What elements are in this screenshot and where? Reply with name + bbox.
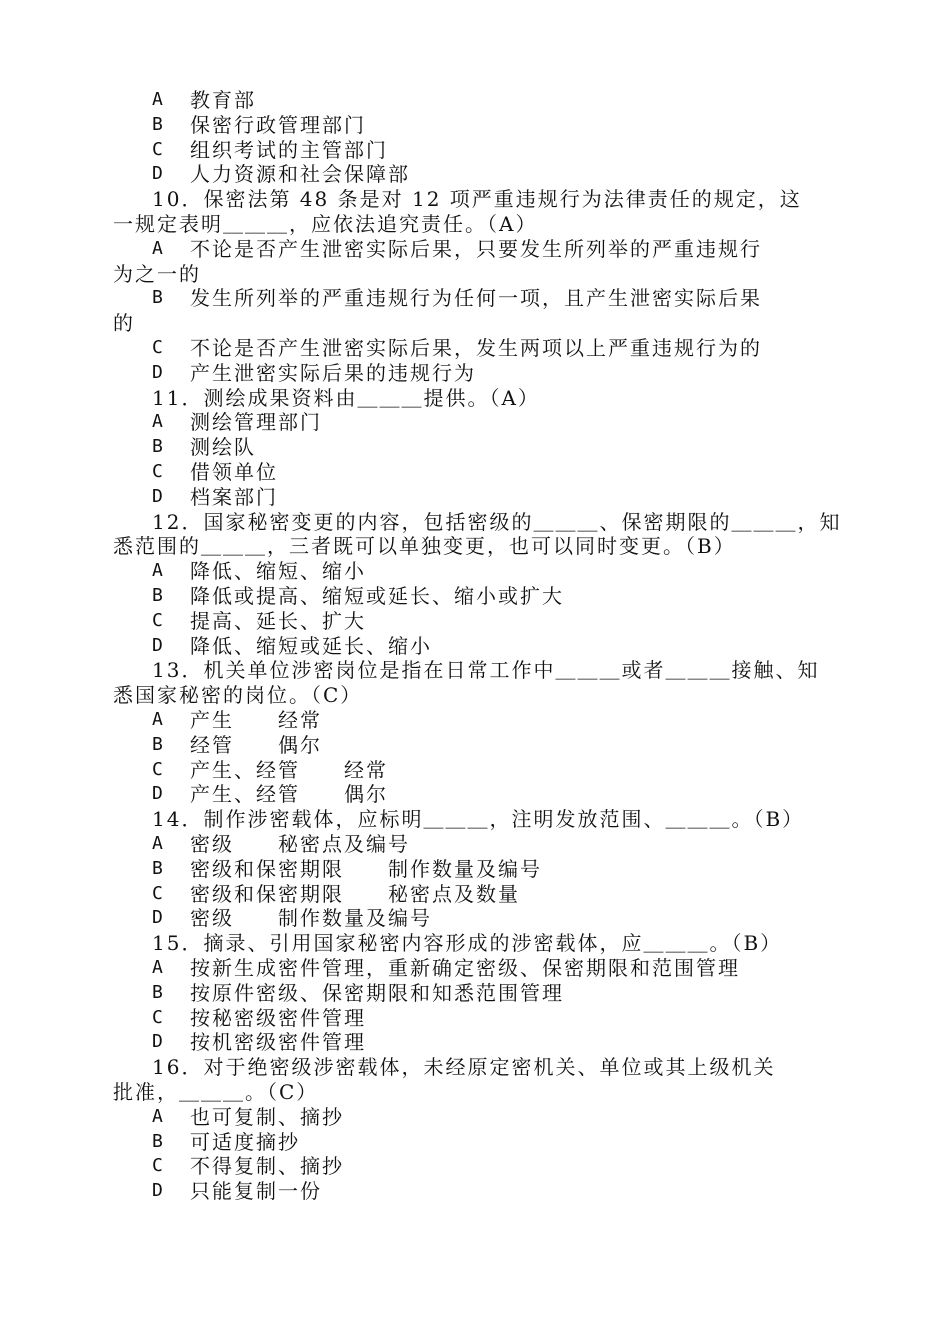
option-text: 也可复制、摘抄: [190, 1104, 344, 1129]
option-letter: D: [152, 1031, 163, 1053]
option-text: 发生所列举的严重违规行为任何一项，且产生泄密实际后果: [190, 286, 762, 311]
option-letter: B: [152, 113, 163, 135]
option-letter: B: [152, 287, 163, 309]
option-letter: C: [152, 461, 163, 482]
option-text: 只能复制一份: [190, 1179, 322, 1204]
option-letter: A: [152, 709, 163, 730]
option-letter: A: [152, 957, 163, 978]
option-text: 按秘密级密件管理: [190, 1005, 366, 1030]
option-text: 产生、经管 经常: [190, 757, 388, 782]
option-text: 借领单位: [190, 460, 278, 484]
question-text: 15．摘录、引用国家秘密内容形成的涉密载体，应＿＿＿。（B）: [152, 931, 783, 956]
option-letter: D: [152, 163, 163, 185]
question-text: 13．机关单位涉密岗位是指在日常工作中＿＿＿或者＿＿＿接触、知: [152, 658, 820, 683]
option-letter: B: [152, 733, 163, 755]
option-letter: A: [152, 411, 163, 433]
option-letter: D: [152, 1180, 163, 1202]
option-text: 密级 制作数量及编号: [190, 906, 432, 931]
option-text: 按新生成密件管理，重新确定密级、保密期限和范围管理: [190, 956, 740, 980]
continuation-text: 悉范围的＿＿＿，三者既可以单独变更，也可以同时变更。（B）: [113, 534, 736, 559]
option-text: 不论是否产生泄密实际后果，只要发生所列举的严重违规行: [190, 236, 762, 261]
option-text: 按原件密级、保密期限和知悉范围管理: [190, 980, 564, 1005]
option-letter: D: [152, 907, 163, 929]
option-text: 降低或提高、缩短或延长、缩小或扩大: [190, 584, 564, 608]
option-text: 产生泄密实际后果的违规行为: [190, 360, 476, 385]
option-letter: D: [152, 634, 163, 656]
question-text: 16．对于绝密级涉密载体，未经原定密机关、单位或其上级机关: [152, 1055, 776, 1080]
option-text: 经管 偶尔: [190, 732, 322, 757]
option-letter: C: [152, 882, 163, 904]
option-letter: B: [152, 1130, 163, 1152]
option-text: 人力资源和社会保障部: [190, 162, 410, 187]
option-text: 不得复制、摘抄: [190, 1154, 344, 1179]
option-letter: B: [152, 436, 163, 458]
option-text: 降低、缩短或延长、缩小: [190, 633, 432, 658]
continuation-text: 批准，＿＿＿。（C）: [113, 1080, 319, 1104]
option-letter: C: [152, 1155, 163, 1177]
continuation-text: 的: [113, 311, 135, 336]
option-letter: C: [152, 138, 163, 160]
option-letter: D: [152, 361, 163, 383]
option-letter: C: [152, 609, 163, 631]
continuation-text: 为之一的: [113, 261, 201, 286]
option-letter: A: [152, 89, 163, 110]
option-text: 不论是否产生泄密实际后果，发生两项以上严重违规行为的: [190, 336, 762, 360]
option-text: 密级 秘密点及编号: [190, 832, 410, 856]
option-text: 测绘管理部门: [190, 410, 322, 435]
option-letter: A: [152, 560, 163, 582]
option-text: 按机密级密件管理: [190, 1030, 366, 1055]
option-letter: A: [152, 237, 163, 259]
option-text: 教育部: [190, 88, 256, 112]
option-letter: A: [152, 833, 163, 854]
option-letter: D: [152, 783, 163, 805]
option-text: 密级和保密期限 制作数量及编号: [190, 856, 542, 881]
option-letter: B: [152, 857, 163, 879]
option-letter: C: [152, 337, 163, 358]
option-letter: C: [152, 758, 163, 780]
option-text: 产生 经常: [190, 708, 322, 732]
option-text: 档案部门: [190, 484, 278, 509]
option-text: 产生、经管 偶尔: [190, 782, 388, 807]
option-letter: B: [152, 981, 163, 1003]
option-text: 保密行政管理部门: [190, 112, 366, 137]
option-text: 测绘队: [190, 435, 256, 460]
option-text: 可适度摘抄: [190, 1129, 300, 1154]
question-text: 12．国家秘密变更的内容，包括密级的＿＿＿、保密期限的＿＿＿，知: [152, 509, 842, 534]
question-text: 10．保密法第 48 条是对 12 项严重违规行为法律责任的规定，这: [152, 187, 802, 212]
option-text: 降低、缩短、缩小: [190, 559, 366, 584]
question-text: 11．测绘成果资料由＿＿＿提供。（A）: [152, 385, 540, 410]
option-letter: B: [152, 585, 163, 606]
option-text: 组织考试的主管部门: [190, 137, 388, 162]
option-text: 提高、延长、扩大: [190, 608, 366, 633]
question-text: 14．制作涉密载体，应标明＿＿＿，注明发放范围、＿＿＿。（B）: [152, 807, 805, 832]
option-letter: C: [152, 1006, 163, 1028]
continuation-text: 悉国家秘密的岗位。（C）: [113, 683, 363, 708]
option-text: 密级和保密期限 秘密点及数量: [190, 881, 520, 906]
option-letter: D: [152, 485, 163, 507]
continuation-text: 一规定表明＿＿＿，应依法追究责任。（A）: [113, 212, 538, 236]
option-letter: A: [152, 1105, 163, 1127]
